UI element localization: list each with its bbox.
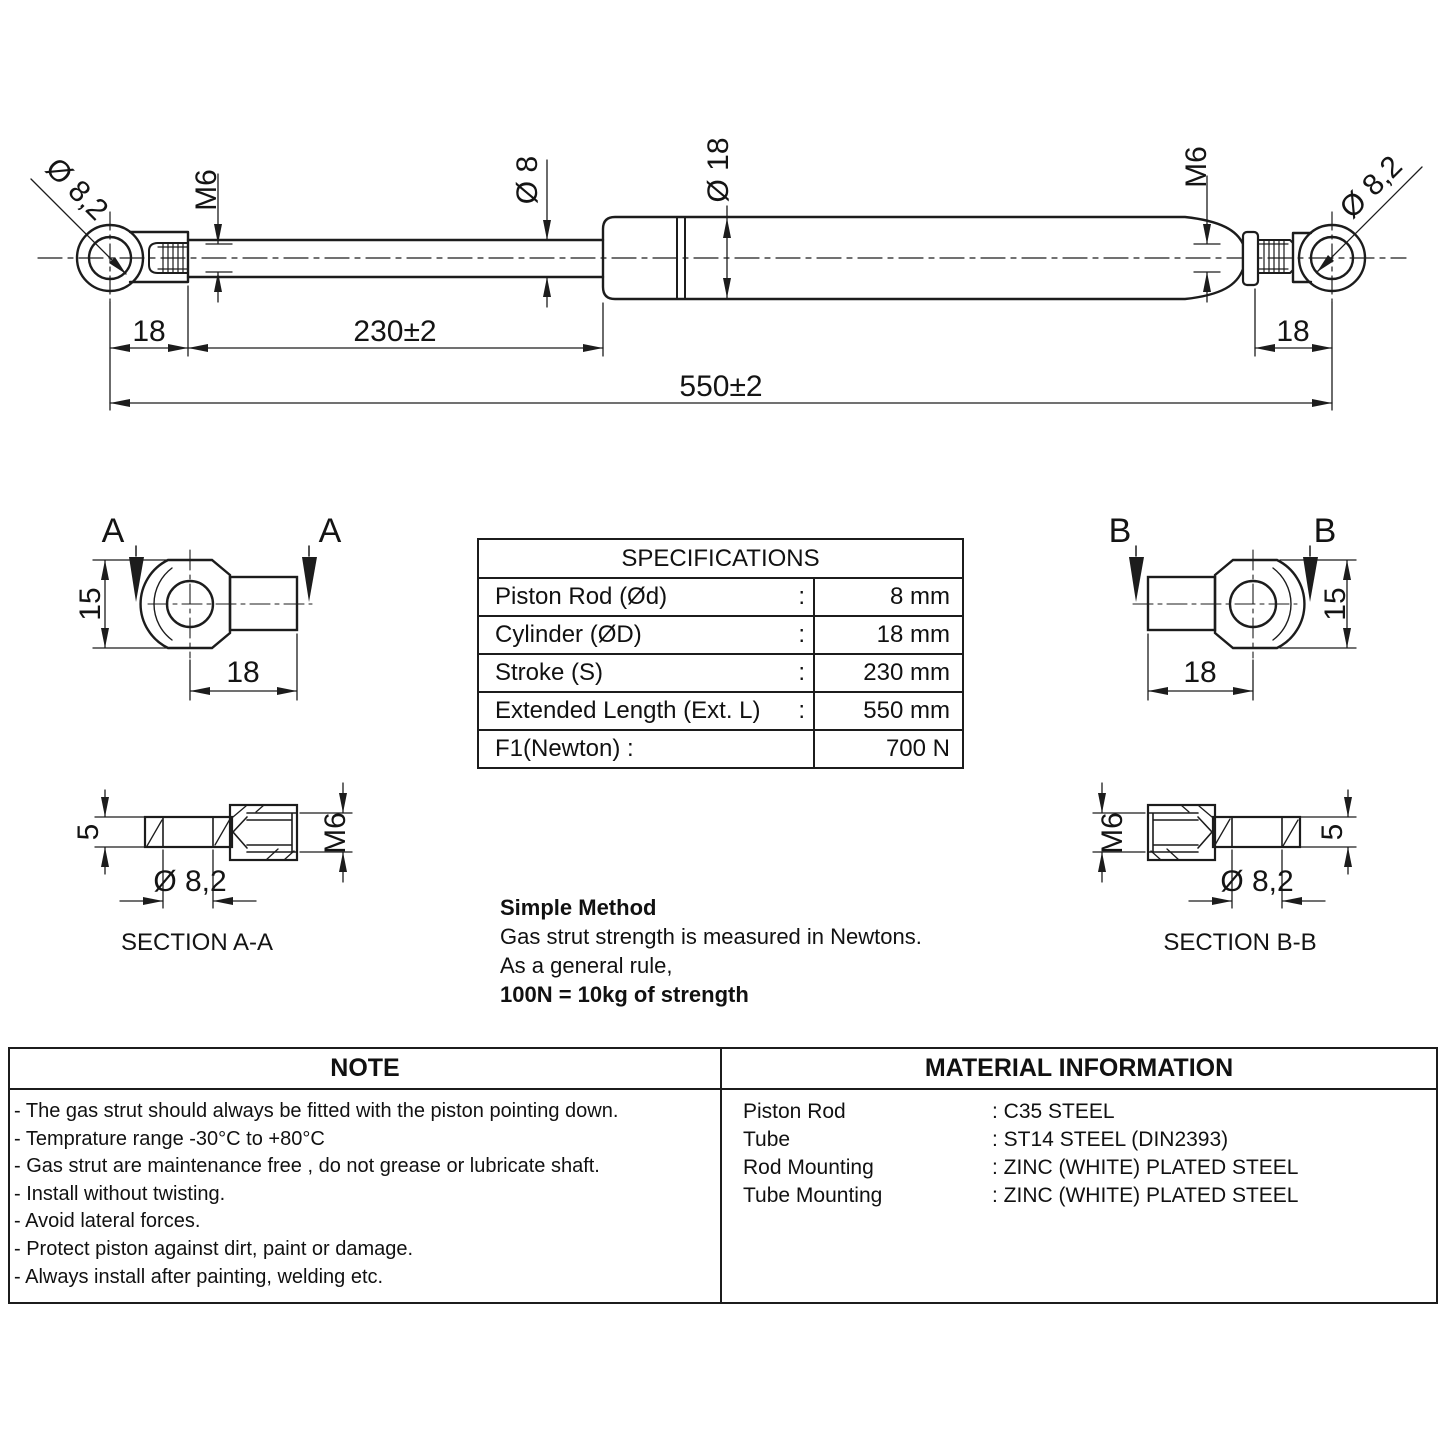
section-a-view <box>93 546 317 700</box>
spec-colon: : <box>798 697 805 724</box>
section-b-dim-thickness: 5 <box>1316 823 1349 841</box>
note-item: - Avoid lateral forces. <box>14 1210 201 1233</box>
spec-colon: : <box>798 621 805 648</box>
material-title: MATERIAL INFORMATION <box>924 1054 1234 1082</box>
spec-value: 230 mm <box>863 659 950 686</box>
simple-method-line: Gas strut strength is measured in Newtons. <box>500 924 922 949</box>
note-item: - Install without twisting. <box>14 1182 226 1205</box>
section-b-dim-thread: M6 <box>1096 812 1129 854</box>
specifications-title: SPECIFICATIONS <box>621 545 820 572</box>
note-item: - Protect piston against dirt, paint or damage. <box>14 1237 414 1260</box>
section-a-dim-depth: 18 <box>226 656 260 689</box>
material-value: : C35 STEEL <box>992 1100 1115 1123</box>
spec-label: Piston Rod (Ød) <box>495 583 668 610</box>
spec-label: Cylinder (ØD) <box>495 621 642 648</box>
section-a-marker-left: A <box>101 512 125 550</box>
note-item: - Gas strut are maintenance free , do not grease or lubricate shaft. <box>14 1155 600 1178</box>
dim-eyelet-hole-right: Ø 8,2 <box>1333 149 1409 225</box>
material-label: Piston Rod <box>743 1100 846 1123</box>
section-b-title: SECTION B-B <box>1163 929 1317 956</box>
dim-total-length: 550±2 <box>679 370 763 403</box>
note-material-table <box>8 1047 1438 1304</box>
section-b-marker-left: B <box>1108 512 1132 550</box>
dim-thread-left: M6 <box>190 169 223 211</box>
material-value: : ZINC (WHITE) PLATED STEEL <box>992 1156 1299 1179</box>
dim-stroke: 230±2 <box>353 315 437 348</box>
material-label: Tube <box>743 1128 791 1151</box>
note-item: - Temprature range -30°C to +80°C <box>14 1127 325 1150</box>
note-panel <box>10 1090 722 1302</box>
simple-method-title: Simple Method <box>500 895 657 920</box>
material-label: Rod Mounting <box>743 1156 874 1179</box>
simple-method-line: As a general rule, <box>500 953 673 978</box>
note-item: - The gas strut should always be fitted with the piston pointing down. <box>14 1100 619 1122</box>
table-row <box>479 615 962 653</box>
dim-eyelet-length-right: 18 <box>1276 315 1310 348</box>
section-b-dim-flats: 15 <box>1319 587 1352 621</box>
dim-eyelet-length-left: 18 <box>132 315 166 348</box>
section-a-dim-hole: Ø 8,2 <box>153 865 227 898</box>
table-row <box>479 577 962 615</box>
simple-method-rule: 100N = 10kg of strength <box>500 982 749 1007</box>
spec-value: 18 mm <box>876 621 950 648</box>
spec-value: 550 mm <box>863 697 950 724</box>
table-row <box>479 729 962 767</box>
note-item: - Always install after painting, welding etc. <box>14 1265 384 1288</box>
specifications-table <box>477 538 964 769</box>
material-panel <box>722 1090 1436 1302</box>
section-a-dim-thickness: 5 <box>72 823 105 841</box>
material-label: Tube Mounting <box>743 1184 883 1207</box>
section-a-marker-right: A <box>318 512 342 550</box>
spec-label: Stroke (S) <box>495 659 604 686</box>
section-b-dim-depth: 18 <box>1183 656 1217 689</box>
material-value: : ZINC (WHITE) PLATED STEEL <box>992 1184 1299 1207</box>
section-a-title: SECTION A-A <box>120 929 274 956</box>
material-row <box>743 1182 1436 1210</box>
spec-value: 8 mm <box>890 583 950 610</box>
material-row <box>743 1098 1436 1126</box>
section-b-dim-hole: Ø 8,2 <box>1220 865 1294 898</box>
note-title: NOTE <box>10 1049 722 1088</box>
spec-colon: : <box>798 583 805 610</box>
table-row <box>479 653 962 691</box>
material-row <box>743 1154 1436 1182</box>
material-row <box>743 1126 1436 1154</box>
dim-eyelet-hole-left: Ø 8,2 <box>39 151 115 227</box>
table-header-row <box>10 1049 1436 1090</box>
material-value: : ST14 STEEL (DIN2393) <box>992 1128 1229 1151</box>
spec-label: F1(Newton) : <box>495 735 634 762</box>
spec-value: 700 N <box>885 735 950 762</box>
section-a-dim-flats: 15 <box>74 587 107 621</box>
simple-method-note <box>500 893 922 1009</box>
section-a-dim-thread: M6 <box>319 812 352 854</box>
spec-colon: : <box>798 659 805 686</box>
strut-side-view <box>38 212 1406 302</box>
section-b-view <box>1129 546 1356 700</box>
dim-rod-diameter: Ø 8 <box>511 155 544 205</box>
table-row <box>479 691 962 729</box>
dim-thread-right: M6 <box>1180 146 1213 188</box>
section-b-marker-right: B <box>1313 512 1337 550</box>
spec-label: Extended Length (Ext. L) <box>495 697 761 724</box>
dim-cylinder-diameter: Ø 18 <box>702 137 735 203</box>
